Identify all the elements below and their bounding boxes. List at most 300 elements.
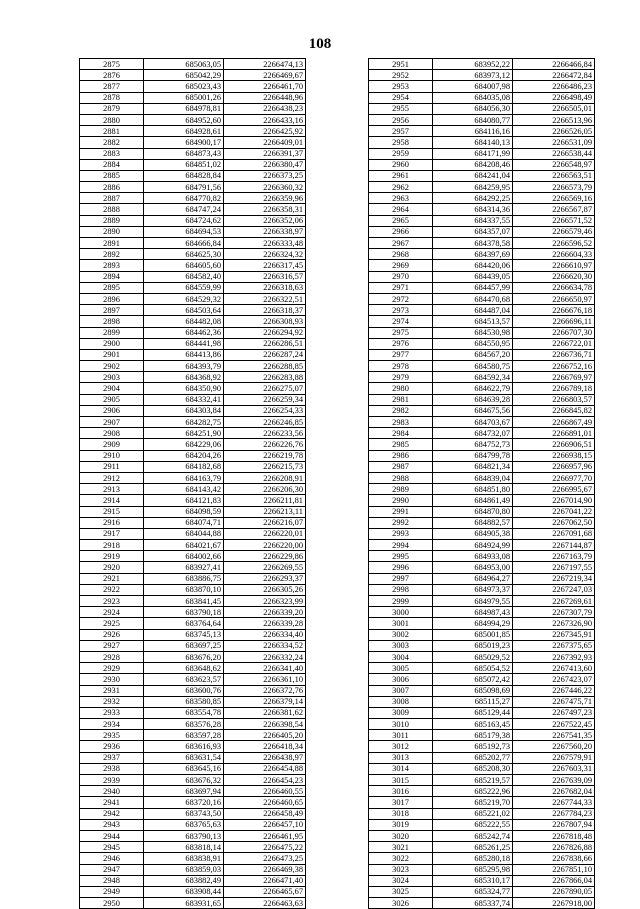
y-coordinate-cell: 2267560,20 [513,741,595,752]
y-coordinate-cell: 2267247,03 [513,584,595,595]
table-row [80,148,306,159]
y-coordinate-cell: 2266789,18 [513,383,595,394]
table-row [80,215,306,226]
point-number-cell: 2988 [369,472,433,483]
y-coordinate-cell: 2266334,40 [224,629,306,640]
x-coordinate-cell: 684873,43 [144,148,224,159]
point-number-cell: 2973 [369,305,433,316]
y-coordinate-cell: 2267475,71 [513,696,595,707]
table-row [369,696,595,707]
y-coordinate-cell: 2267826,88 [513,842,595,853]
point-number-cell: 2898 [80,316,144,327]
table-row [369,495,595,506]
y-coordinate-cell: 2266473,25 [224,853,306,864]
table-row [80,81,306,92]
point-number-cell: 2986 [369,450,433,461]
x-coordinate-cell: 683764,64 [144,618,224,629]
point-number-cell: 3016 [369,786,433,797]
y-coordinate-cell: 2266288,85 [224,361,306,372]
y-coordinate-cell: 2266596,52 [513,238,595,249]
x-coordinate-cell: 683790,13 [144,830,224,841]
point-number-cell: 3024 [369,875,433,886]
x-coordinate-cell: 683697,94 [144,786,224,797]
x-coordinate-cell: 684747,24 [144,204,224,215]
table-row [80,830,306,841]
point-number-cell: 3019 [369,819,433,830]
x-coordinate-cell: 684675,56 [433,405,513,416]
table-row [369,640,595,651]
point-number-cell: 2998 [369,584,433,595]
y-coordinate-cell: 2267307,79 [513,607,595,618]
y-coordinate-cell: 2266448,96 [224,92,306,103]
point-number-cell: 2994 [369,540,433,551]
y-coordinate-cell: 2266283,88 [224,372,306,383]
point-number-cell: 2899 [80,327,144,338]
point-number-cell: 2901 [80,349,144,360]
table-row [369,349,595,360]
y-coordinate-cell: 2266409,01 [224,137,306,148]
point-number-cell: 3018 [369,808,433,819]
y-coordinate-cell: 2266339,20 [224,607,306,618]
table-row [80,506,306,517]
x-coordinate-cell: 684393,79 [144,361,224,372]
point-number-cell: 2958 [369,137,433,148]
table-row [80,685,306,696]
table-row [369,394,595,405]
table-row [369,70,595,81]
x-coordinate-cell: 683580,85 [144,696,224,707]
x-coordinate-cell: 685310,17 [433,875,513,886]
y-coordinate-cell: 2266269,55 [224,562,306,573]
point-number-cell: 2959 [369,148,433,159]
point-number-cell: 2905 [80,394,144,405]
table-row [369,372,595,383]
table-row [80,472,306,483]
y-coordinate-cell: 2266569,16 [513,193,595,204]
x-coordinate-cell: 683908,44 [144,886,224,897]
table-row [80,450,306,461]
table-row [80,886,306,897]
table-row [80,573,306,584]
x-coordinate-cell: 684420,06 [433,260,513,271]
x-coordinate-cell: 684337,55 [433,215,513,226]
x-coordinate-cell: 685072,42 [433,674,513,685]
point-number-cell: 2949 [80,886,144,897]
coordinates-table-left [79,58,306,909]
table-row [369,316,595,327]
x-coordinate-cell: 685129,44 [433,707,513,718]
point-number-cell: 2943 [80,819,144,830]
point-number-cell: 2971 [369,282,433,293]
y-coordinate-cell: 2267392,93 [513,651,595,662]
table-row [369,327,595,338]
point-number-cell: 2981 [369,394,433,405]
point-number-cell: 2925 [80,618,144,629]
table-row [369,472,595,483]
y-coordinate-cell: 2266322,51 [224,293,306,304]
table-row [369,81,595,92]
point-number-cell: 2972 [369,293,433,304]
x-coordinate-cell: 684303,84 [144,405,224,416]
x-coordinate-cell: 684828,84 [144,170,224,181]
point-number-cell: 2950 [80,898,144,909]
point-number-cell: 2955 [369,103,433,114]
table-row [80,853,306,864]
x-coordinate-cell: 684666,84 [144,238,224,249]
x-coordinate-cell: 683952,22 [433,59,513,70]
table-row [369,428,595,439]
x-coordinate-cell: 684513,57 [433,316,513,327]
table-row [80,137,306,148]
x-coordinate-cell: 684462,36 [144,327,224,338]
y-coordinate-cell: 2267326,90 [513,618,595,629]
point-number-cell: 2970 [369,271,433,282]
x-coordinate-cell: 683886,75 [144,573,224,584]
y-coordinate-cell: 2266531,09 [513,137,595,148]
y-coordinate-cell: 2266316,57 [224,271,306,282]
table-row [369,338,595,349]
point-number-cell: 2963 [369,193,433,204]
table-row [369,830,595,841]
y-coordinate-cell: 2267062,50 [513,517,595,528]
table-row [80,596,306,607]
y-coordinate-cell: 2266323,99 [224,596,306,607]
table-row [80,338,306,349]
table-row [80,305,306,316]
y-coordinate-cell: 2266460,65 [224,797,306,808]
y-coordinate-cell: 2266769,97 [513,372,595,383]
x-coordinate-cell: 684979,55 [433,596,513,607]
point-number-cell: 2890 [80,226,144,237]
table-row [369,808,595,819]
y-coordinate-cell: 2266454,88 [224,763,306,774]
x-coordinate-cell: 684530,98 [433,327,513,338]
y-coordinate-cell: 2266696,11 [513,316,595,327]
point-number-cell: 3009 [369,707,433,718]
table-row [80,238,306,249]
table-row [80,528,306,539]
x-coordinate-cell: 684143,42 [144,484,224,495]
page-number: 108 [308,36,332,52]
point-number-cell: 3012 [369,741,433,752]
x-coordinate-cell: 684208,46 [433,159,513,170]
table-row [369,797,595,808]
y-coordinate-cell: 2266610,97 [513,260,595,271]
x-coordinate-cell: 683765,63 [144,819,224,830]
table-row [369,763,595,774]
table-row [369,551,595,562]
point-number-cell: 2941 [80,797,144,808]
point-number-cell: 2957 [369,126,433,137]
x-coordinate-cell: 684724,62 [144,215,224,226]
table-row [80,707,306,718]
point-number-cell: 2883 [80,148,144,159]
point-number-cell: 2937 [80,752,144,763]
point-number-cell: 2886 [80,182,144,193]
point-number-cell: 2948 [80,875,144,886]
table-row [80,763,306,774]
y-coordinate-cell: 2266352,06 [224,215,306,226]
x-coordinate-cell: 685208,30 [433,763,513,774]
table-row [369,528,595,539]
table-row [80,551,306,562]
table-row [369,126,595,137]
table-row [369,674,595,685]
x-coordinate-cell: 684259,95 [433,182,513,193]
point-number-cell: 2907 [80,417,144,428]
x-coordinate-cell: 683623,57 [144,674,224,685]
point-number-cell: 3005 [369,663,433,674]
point-number-cell: 2926 [80,629,144,640]
y-coordinate-cell: 2266338,97 [224,226,306,237]
point-number-cell: 2933 [80,707,144,718]
point-number-cell: 2967 [369,238,433,249]
y-coordinate-cell: 2266579,46 [513,226,595,237]
point-number-cell: 2985 [369,439,433,450]
x-coordinate-cell: 683870,10 [144,584,224,595]
x-coordinate-cell: 684241,04 [433,170,513,181]
point-number-cell: 2900 [80,338,144,349]
table-row [369,204,595,215]
x-coordinate-cell: 685054,52 [433,663,513,674]
point-number-cell: 2969 [369,260,433,271]
x-coordinate-cell: 685337,74 [433,898,513,909]
point-number-cell: 3007 [369,685,433,696]
y-coordinate-cell: 2266891,01 [513,428,595,439]
x-coordinate-cell: 684163,79 [144,472,224,483]
y-coordinate-cell: 2266259,34 [224,394,306,405]
table-row [80,282,306,293]
x-coordinate-cell: 683743,50 [144,808,224,819]
table-row [80,260,306,271]
table-row [80,607,306,618]
y-coordinate-cell: 2267144,87 [513,540,595,551]
table-row [369,461,595,472]
point-number-cell: 3011 [369,730,433,741]
table-row [80,103,306,114]
table-row [80,495,306,506]
point-number-cell: 2940 [80,786,144,797]
y-coordinate-cell: 2267014,90 [513,495,595,506]
y-coordinate-cell: 2266457,10 [224,819,306,830]
x-coordinate-cell: 685163,45 [433,719,513,730]
y-coordinate-cell: 2267522,45 [513,719,595,730]
point-number-cell: 2975 [369,327,433,338]
point-number-cell: 3020 [369,830,433,841]
table-row [80,70,306,81]
y-coordinate-cell: 2266454,23 [224,775,306,786]
x-coordinate-cell: 683882,49 [144,875,224,886]
x-coordinate-cell: 683597,28 [144,730,224,741]
x-coordinate-cell: 683720,16 [144,797,224,808]
table-row [80,819,306,830]
point-number-cell: 2929 [80,663,144,674]
x-coordinate-cell: 685242,74 [433,830,513,841]
table-row [369,271,595,282]
x-coordinate-cell: 684905,38 [433,528,513,539]
point-number-cell: 2902 [80,361,144,372]
y-coordinate-cell: 2267579,91 [513,752,595,763]
table-row [369,238,595,249]
x-coordinate-cell: 684482,08 [144,316,224,327]
x-coordinate-cell: 684044,88 [144,528,224,539]
x-coordinate-cell: 683631,54 [144,752,224,763]
y-coordinate-cell: 2266538,44 [513,148,595,159]
y-coordinate-cell: 2267269,61 [513,596,595,607]
y-coordinate-cell: 2266229,86 [224,551,306,562]
table-row [369,114,595,125]
y-coordinate-cell: 2266206,30 [224,484,306,495]
y-coordinate-cell: 2267541,35 [513,730,595,741]
x-coordinate-cell: 684851,80 [433,484,513,495]
point-number-cell: 2920 [80,562,144,573]
table-row [80,249,306,260]
y-coordinate-cell: 2266220,01 [224,528,306,539]
point-number-cell: 2875 [80,59,144,70]
table-row [80,428,306,439]
y-coordinate-cell: 2266563,51 [513,170,595,181]
table-row [80,741,306,752]
point-number-cell: 2932 [80,696,144,707]
table-row [369,819,595,830]
table-row [369,786,595,797]
table-row [369,405,595,416]
y-coordinate-cell: 2266458,49 [224,808,306,819]
table-row [80,439,306,450]
x-coordinate-cell: 684035,08 [433,92,513,103]
table-row [80,383,306,394]
x-coordinate-cell: 683645,16 [144,763,224,774]
table-row [369,305,595,316]
table-row [80,349,306,360]
x-coordinate-cell: 684799,78 [433,450,513,461]
point-number-cell: 2888 [80,204,144,215]
y-coordinate-cell: 2266474,13 [224,59,306,70]
table-row [80,696,306,707]
point-number-cell: 2934 [80,719,144,730]
y-coordinate-cell: 2266246,85 [224,417,306,428]
y-coordinate-cell: 2266571,52 [513,215,595,226]
y-coordinate-cell: 2266438,97 [224,752,306,763]
x-coordinate-cell: 683676,32 [144,775,224,786]
y-coordinate-cell: 2266215,73 [224,461,306,472]
point-number-cell: 3021 [369,842,433,853]
table-row [369,707,595,718]
point-number-cell: 2880 [80,114,144,125]
point-number-cell: 2954 [369,92,433,103]
x-coordinate-cell: 685295,98 [433,864,513,875]
x-coordinate-cell: 684625,30 [144,249,224,260]
y-coordinate-cell: 2266220,00 [224,540,306,551]
y-coordinate-cell: 2266469,67 [224,70,306,81]
y-coordinate-cell: 2266906,51 [513,439,595,450]
table-row [80,640,306,651]
y-coordinate-cell: 2266634,78 [513,282,595,293]
x-coordinate-cell: 685261,25 [433,842,513,853]
x-coordinate-cell: 685115,27 [433,696,513,707]
y-coordinate-cell: 2267423,07 [513,674,595,685]
y-coordinate-cell: 2267603,31 [513,763,595,774]
table-row [80,663,306,674]
y-coordinate-cell: 2267413,60 [513,663,595,674]
table-row [369,663,595,674]
x-coordinate-cell: 684580,75 [433,361,513,372]
point-number-cell: 2930 [80,674,144,685]
y-coordinate-cell: 2266466,84 [513,59,595,70]
x-coordinate-cell: 684550,95 [433,338,513,349]
y-coordinate-cell: 2266425,92 [224,126,306,137]
table-row [369,842,595,853]
point-number-cell: 2876 [80,70,144,81]
y-coordinate-cell: 2266293,37 [224,573,306,584]
y-coordinate-cell: 2266339,28 [224,618,306,629]
x-coordinate-cell: 684582,40 [144,271,224,282]
y-coordinate-cell: 2266676,18 [513,305,595,316]
x-coordinate-cell: 685063,05 [144,59,224,70]
table-row [80,786,306,797]
table-row [369,875,595,886]
point-number-cell: 2919 [80,551,144,562]
table-row [369,103,595,114]
x-coordinate-cell: 684994,29 [433,618,513,629]
x-coordinate-cell: 685029,52 [433,651,513,662]
y-coordinate-cell: 2266216,07 [224,517,306,528]
point-number-cell: 2904 [80,383,144,394]
y-coordinate-cell: 2266294,92 [224,327,306,338]
table-row [369,383,595,394]
table-row [80,584,306,595]
x-coordinate-cell: 685179,38 [433,730,513,741]
y-coordinate-cell: 2266391,37 [224,148,306,159]
x-coordinate-cell: 684567,20 [433,349,513,360]
point-number-cell: 2921 [80,573,144,584]
x-coordinate-cell: 684292,25 [433,193,513,204]
point-number-cell: 2966 [369,226,433,237]
y-coordinate-cell: 2266469,38 [224,864,306,875]
point-number-cell: 3015 [369,775,433,786]
table-row [80,674,306,685]
point-number-cell: 2922 [80,584,144,595]
x-coordinate-cell: 684592,34 [433,372,513,383]
table-row [80,361,306,372]
table-row [80,875,306,886]
point-number-cell: 2964 [369,204,433,215]
table-row [369,562,595,573]
x-coordinate-cell: 684204,26 [144,450,224,461]
table-row [80,327,306,338]
x-coordinate-cell: 683973,12 [433,70,513,81]
y-coordinate-cell: 2266752,16 [513,361,595,372]
y-coordinate-cell: 2266498,49 [513,92,595,103]
point-number-cell: 3002 [369,629,433,640]
x-coordinate-cell: 684928,61 [144,126,224,137]
y-coordinate-cell: 2266219,78 [224,450,306,461]
x-coordinate-cell: 684487,04 [433,305,513,316]
table-row [80,461,306,472]
x-coordinate-cell: 685001,85 [433,629,513,640]
point-number-cell: 2903 [80,372,144,383]
point-number-cell: 3017 [369,797,433,808]
x-coordinate-cell: 683818,14 [144,842,224,853]
x-coordinate-cell: 684605,60 [144,260,224,271]
table-row [80,730,306,741]
y-coordinate-cell: 2266213,11 [224,506,306,517]
y-coordinate-cell: 2267375,65 [513,640,595,651]
x-coordinate-cell: 684964,27 [433,573,513,584]
y-coordinate-cell: 2266208,91 [224,472,306,483]
table-row [80,629,306,640]
y-coordinate-cell: 2267041,22 [513,506,595,517]
